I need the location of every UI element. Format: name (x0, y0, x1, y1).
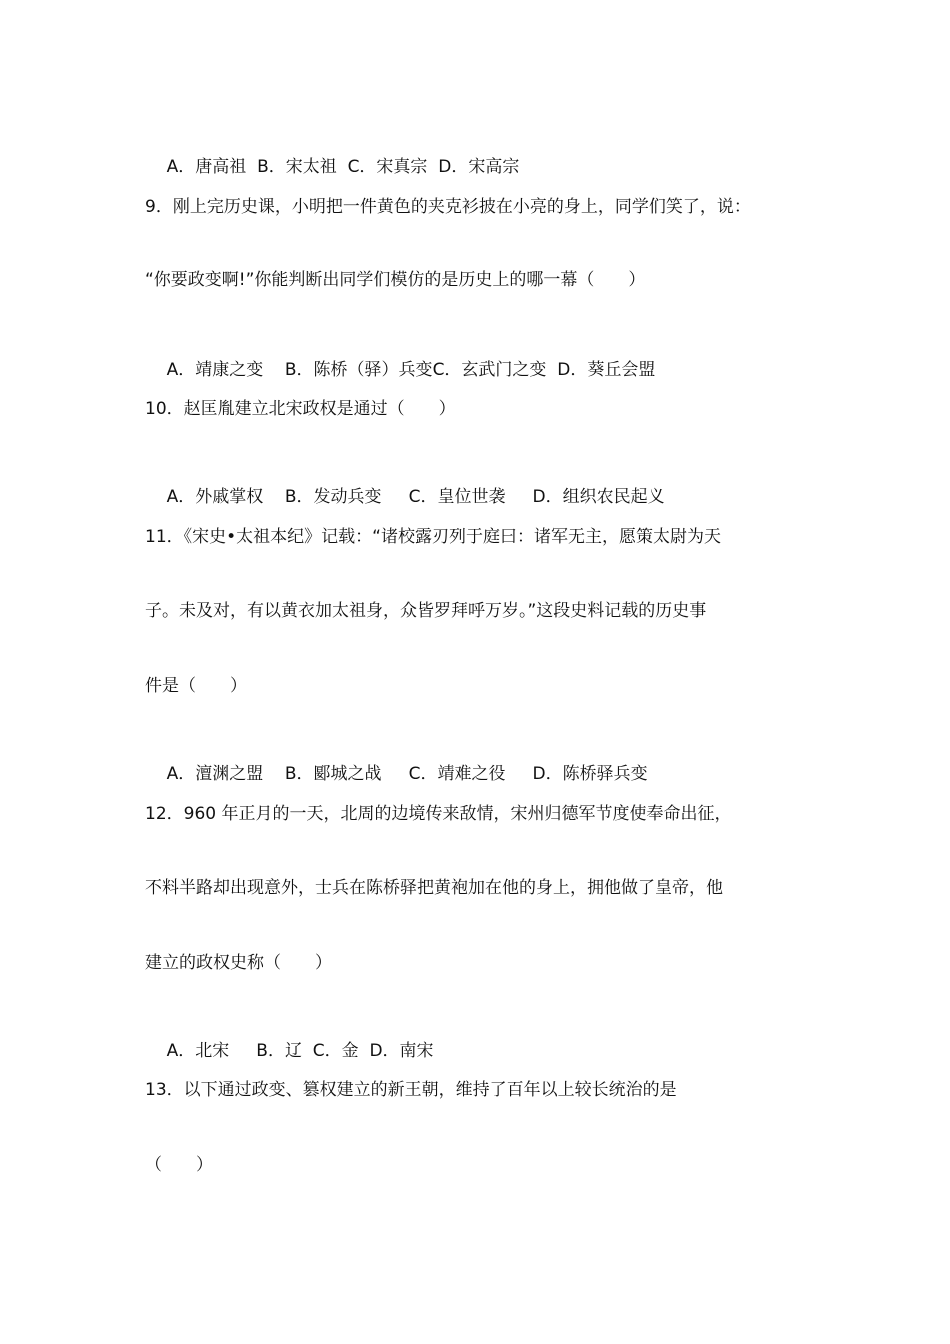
q9-options (145, 334, 655, 406)
q12-options (145, 1015, 434, 1087)
q8-option-b: B．宋太祖 (257, 157, 337, 177)
q12-stem-line-2: 不料半路却出现意外，士兵在陈桥驿把黄袍加在他的身上，拥他做了皇帝，他 (145, 878, 723, 898)
q9-option-a: A．靖康之变 (166, 360, 264, 380)
q10-option-a: A．外戚掌权 (166, 487, 264, 507)
q13-stem-line-1: 13．以下通过政变、篡权建立的新王朝，维持了百年以上较长统治的是 (145, 1080, 677, 1100)
q9-stem-line-1: 9．刚上完历史课，小明把一件黄色的夹克衫披在小亮的身上，同学们笑了，说： (145, 197, 751, 217)
q11-stem-line-1: 11．《宋史•太祖本纪》记载：“诸校露刃列于庭曰：诸军无主，愿策太尉为天 (145, 527, 721, 547)
q13-stem-line-2: （ ） (145, 1155, 213, 1175)
q11-option-c: C．靖难之役 (408, 764, 506, 784)
q11-stem-line-3: 件是（ ） (145, 676, 247, 696)
q12-stem-line-1: 12．960 年正月的一天，北周的边境传来敌情，宋州归德军节度使奉命出征， (145, 804, 732, 824)
q9-option-b: B．陈桥（驿）兵变 (284, 360, 433, 380)
q10-option-d: D．组织农民起义 (532, 487, 665, 507)
q10-stem-line-1: 10．赵匡胤建立北宋政权是通过（ ） (145, 399, 456, 419)
q11-option-b: B．郾城之战 (284, 764, 382, 784)
q12-option-d: D．南宋 (369, 1041, 434, 1061)
q9-option-d: D．葵丘会盟 (557, 360, 656, 380)
q10-options (145, 461, 665, 533)
q10-option-b: B．发动兵变 (284, 487, 382, 507)
q11-option-d: D．陈桥驿兵变 (532, 764, 648, 784)
q8-options (145, 131, 519, 203)
q8-option-d: D．宋高宗 (438, 157, 520, 177)
q11-options (145, 738, 648, 810)
q8-option-a: A．唐高祖 (166, 157, 247, 177)
q12-option-b: B．辽 (256, 1041, 302, 1061)
q12-option-a: A．北宋 (166, 1041, 230, 1061)
q11-option-a: A．澶渊之盟 (166, 764, 264, 784)
q9-stem-line-2: “你要政变啊!”你能判断出同学们模仿的是历史上的哪一幕（ ） (145, 270, 646, 290)
q8-option-c: C．宋真宗 (347, 157, 428, 177)
q12-stem-line-3: 建立的政权史称（ ） (145, 953, 332, 973)
q11-stem-line-2: 子。未及对，有以黄衣加太祖身，众皆罗拜呼万岁。”这段史料记载的历史事 (145, 601, 707, 621)
q12-option-c: C．金 (312, 1041, 359, 1061)
q10-option-c: C．皇位世袭 (408, 487, 506, 507)
q9-option-c: C．玄武门之变 (432, 360, 547, 380)
